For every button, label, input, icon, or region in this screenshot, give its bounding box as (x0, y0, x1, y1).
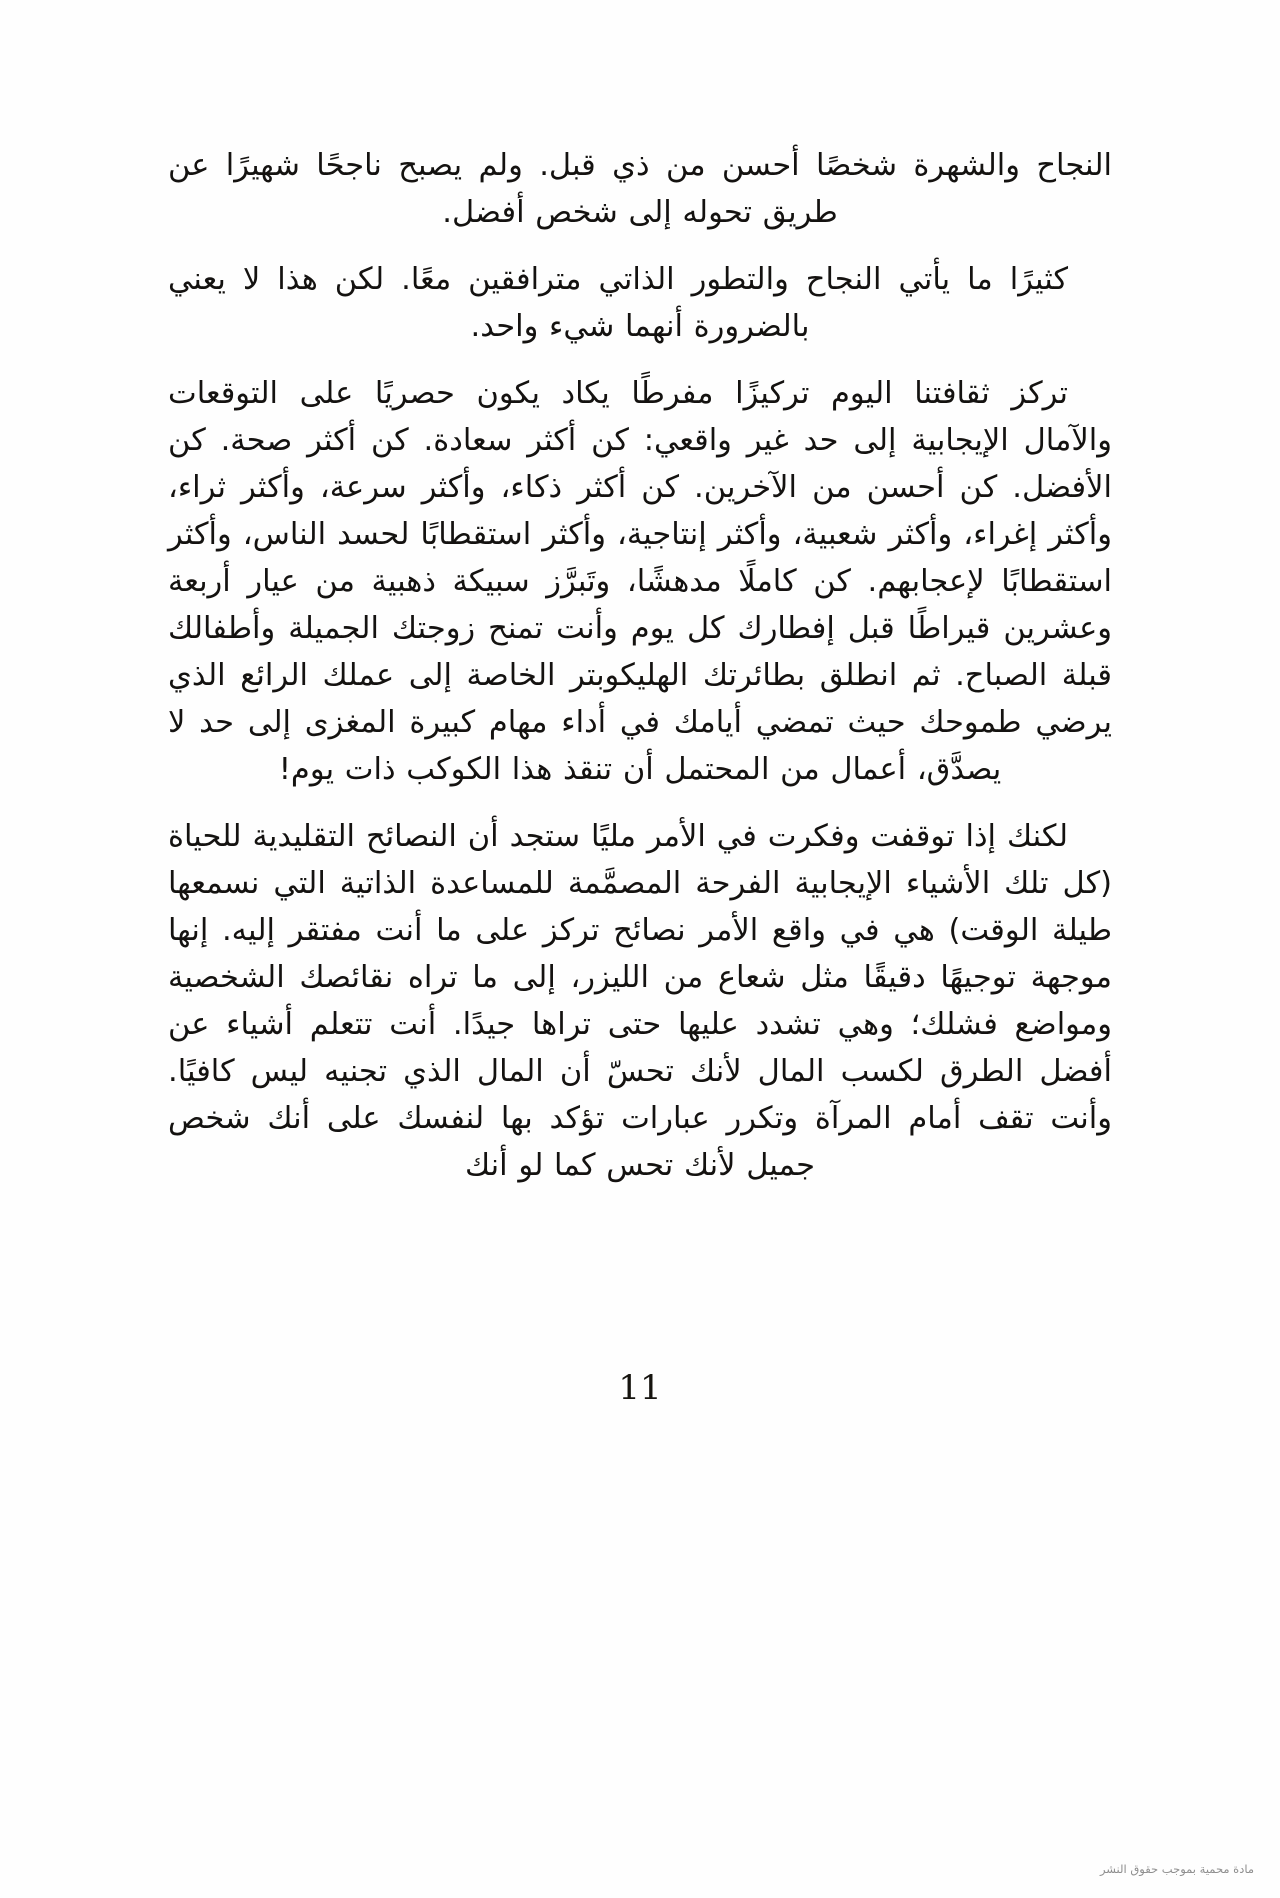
copyright-footer-note: مادة محمية بموجب حقوق النشر (1099, 1862, 1254, 1876)
paragraph-1: النجاح والشهرة شخصًا أحسن من ذي قبل. ولم يصبح ناجحًا شهيرًا عن طريق تحوله إلى شخص أفضل. (168, 148, 1112, 230)
paragraph-4: لكنك إذا توقفت وفكرت في الأمر مليًا ستجد أن النصائح التقليدية للحياة (كل تلك الأشياء الإيجابية الفرحة المصمَّمة للمساعدة الذاتية التي نسمعها طيلة الوقت) هي في واقع الأمر نصائح تركز على ما أنت مفتقر إليه. إنها موجهة توجيهًا دقيقًا مثل شعاع من الليزر، إلى ما تراه نقائصك الشخصية ومواضع فشلك؛ وهي تشدد عليها حتى تراها جيدًا. أنت تتعلم أشياء عن أفضل الطرق لكسب المال لأنك تحسّ أن المال الذي تجنيه ليس كافيًا. وأنت تقف أمام المرآة وتكرر عبارات تؤكد بها لنفسك على أنك شخص جميل لأنك تحس كما لو أنك (168, 819, 1112, 1183)
paragraph-2: كثيرًا ما يأتي النجاح والتطور الذاتي مترافقين معًا. لكن هذا لا يعني بالضرورة أنهما شيء واحد. (168, 262, 1068, 344)
page-text-column (168, 142, 1112, 1209)
paragraph-3: تركز ثقافتنا اليوم تركيزًا مفرطًا يكاد يكون حصريًا على التوقعات والآمال الإيجابية إلى حد غير واقعي: كن أكثر سعادة. كن أكثر صحة. كن الأفضل. كن أحسن من الآخرين. كن أكثر ذكاء، وأكثر سرعة، وأكثر ثراء، وأكثر إغراء، وأكثر شعبية، وأكثر إنتاجية، وأكثر استقطابًا لحسد الناس، وأكثر استقطابًا لإعجابهم. كن كاملًا مدهشًا، وتَبرَّز سبيكة ذهبية من عيار أربعة وعشرين قيراطًا قبل إفطارك كل يوم وأنت تمنح زوجتك الجميلة وأطفالك قبلة الصباح. ثم انطلق بطائرتك الهليكوبتر الخاصة إلى عملك الرائع الذي يرضي طموحك حيث تمضي أيامك في أداء مهام كبيرة المغزى إلى حد لا يصدَّق، أعمال من المحتمل أن تنقذ هذا الكوكب ذات يوم! (168, 376, 1112, 787)
page-number: 11 (618, 1368, 662, 1408)
